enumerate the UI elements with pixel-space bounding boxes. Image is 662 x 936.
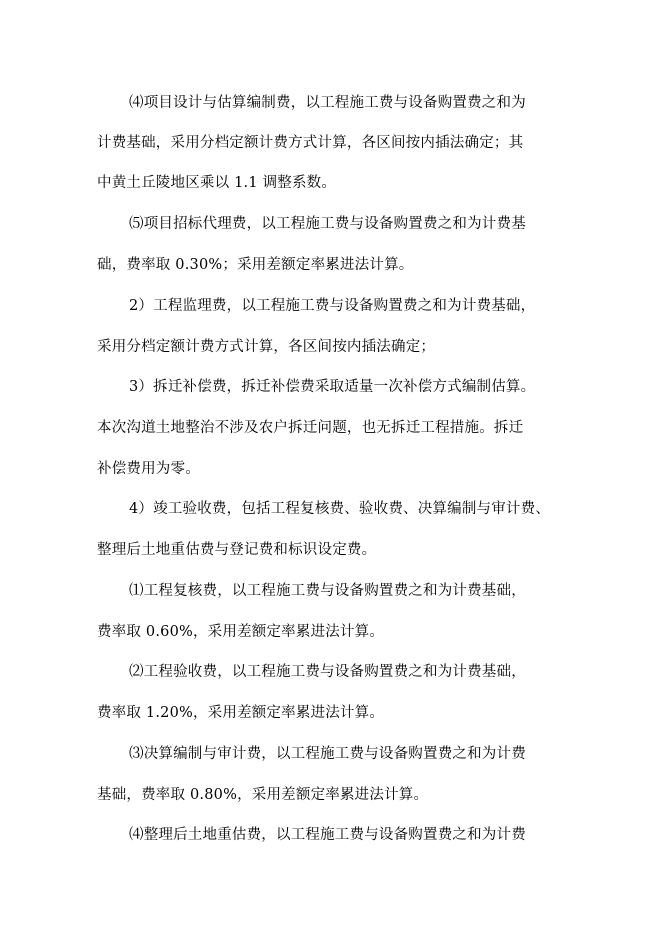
text-line: 采用分档定额计费方式计算，各区间按内插法确定； bbox=[97, 339, 436, 355]
text-line: 3）拆迁补偿费，拆迁补偿费采取适量一次补偿方式编制估算。 bbox=[129, 379, 536, 395]
text-line: 基础，费率取 0.80%，采用差额定率累进法计算。 bbox=[97, 787, 429, 803]
text-line: 2）工程监理费，以工程施工费与设备购置费之和为计费基础， bbox=[129, 298, 536, 314]
text-line: ⑴工程复核费，以工程施工费与设备购置费之和为计费基础， bbox=[129, 583, 526, 599]
text-line: 中黄土丘陵地区乘以 1.1 调整系数。 bbox=[97, 175, 337, 191]
text-line: ⑷整理后土地重估费，以工程施工费与设备购置费之和为计费 bbox=[129, 827, 526, 843]
text-line: ⑶决算编制与审计费，以工程施工费与设备购置费之和为计费 bbox=[129, 746, 526, 762]
text-line: 整理后土地重估费与登记费和标识设定费。 bbox=[97, 542, 377, 558]
text-line: 费率取 1.20%，采用差额定率累进法计算。 bbox=[97, 705, 385, 721]
text-line: ⑸项目招标代理费，以工程施工费与设备购置费之和为计费基 bbox=[129, 216, 526, 232]
text-line: ⑵工程验收费，以工程施工费与设备购置费之和为计费基础， bbox=[129, 664, 526, 680]
text-line: 础，费率取 0.30%；采用差额定率累进法计算。 bbox=[97, 257, 414, 273]
text-line: 计费基础，采用分档定额计费方式计算，各区间按内插法确定；其 bbox=[97, 135, 524, 151]
text-line: 本次沟道土地整治不涉及农户拆迁问题，也无拆迁工程措施。拆迁 bbox=[97, 420, 524, 436]
text-line: ⑷项目设计与估算编制费，以工程施工费与设备购置费之和为 bbox=[129, 95, 526, 111]
text-line: 补偿费用为零。 bbox=[97, 461, 200, 477]
text-line: 4）竣工验收费，包括工程复核费、验收费、决算编制与审计费、 bbox=[129, 501, 551, 517]
text-line: 费率取 0.60%，采用差额定率累进法计算。 bbox=[97, 624, 385, 640]
